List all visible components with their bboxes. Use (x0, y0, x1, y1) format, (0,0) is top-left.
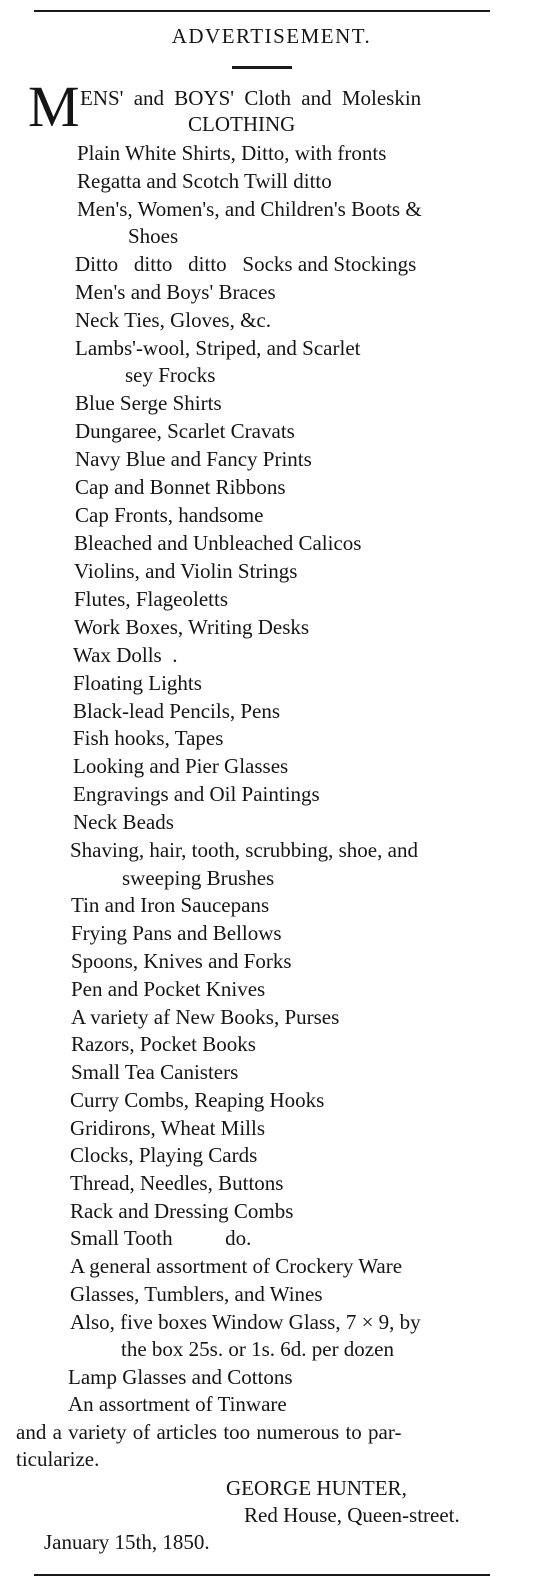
advertisement-date: January 15th, 1850. (44, 1530, 210, 1554)
item-line: Engravings and Oil Paintings (73, 782, 320, 806)
item-line: Thread, Needles, Buttons (70, 1171, 284, 1195)
item-line: Fish hooks, Tapes (73, 726, 224, 750)
item-line: Ditto ditto ditto Socks and Stockings (75, 252, 417, 276)
heading-underline (232, 66, 292, 69)
item-line: Spoons, Knives and Forks (71, 949, 292, 973)
item-line: Men's and Boys' Braces (75, 280, 276, 304)
item-line: Lamp Glasses and Cottons (68, 1365, 293, 1389)
item-line: Glasses, Tumblers, and Wines (70, 1282, 323, 1306)
item-line: Wax Dolls . (73, 643, 178, 667)
item-line: Pen and Pocket Knives (71, 977, 266, 1001)
item-line: Plain White Shirts, Ditto, with fronts (77, 141, 387, 165)
item-line: Frying Pans and Bellows (71, 921, 282, 945)
item-line: Blue Serge Shirts (75, 391, 222, 415)
item-line: Navy Blue and Fancy Prints (75, 447, 312, 471)
item-line: Violins, and Violin Strings (74, 559, 298, 583)
item-line: Neck Ties, Gloves, &c. (75, 308, 271, 332)
top-rule (34, 10, 490, 12)
item-line: Cap Fronts, handsome (75, 503, 264, 527)
title-line-1: ENS' and BOYS' Cloth and Moleskin (80, 86, 422, 110)
item-line: Floating Lights (73, 671, 202, 695)
item-line: Men's, Women's, and Children's Boots & (77, 197, 422, 221)
item-line: Neck Beads (73, 810, 174, 834)
item-line: Looking and Pier Glasses (73, 754, 289, 778)
item-line: Work Boxes, Writing Desks (74, 615, 310, 639)
item-line: Also, five boxes Window Glass, 7 × 9, by (70, 1310, 421, 1334)
item-line: Bleached and Unbleached Calicos (74, 531, 362, 555)
item-line: Black-lead Pencils, Pens (73, 699, 281, 723)
signature-address: Red House, Queen-street. (244, 1503, 460, 1527)
item-line: Curry Combs, Reaping Hooks (70, 1088, 325, 1112)
item-line: Regatta and Scotch Twill ditto (77, 169, 332, 193)
closing-line-1: and a variety of articles too numerous to par- (16, 1420, 402, 1444)
item-line: Cap and Bonnet Ribbons (75, 475, 286, 499)
drop-cap: M (28, 74, 80, 139)
item-line: Flutes, Flageoletts (74, 587, 228, 611)
item-line: the box 25s. or 1s. 6d. per dozen (121, 1337, 394, 1361)
bottom-rule (34, 1574, 490, 1576)
item-line: A general assortment of Crockery Ware (70, 1254, 403, 1278)
item-line: Shoes (128, 224, 179, 248)
item-line: sey Frocks (125, 363, 216, 387)
item-line: Razors, Pocket Books (71, 1032, 256, 1056)
signature-name: GEORGE HUNTER, (226, 1476, 407, 1500)
item-line: Tin and Iron Saucepans (71, 893, 270, 917)
item-line: Rack and Dressing Combs (70, 1199, 294, 1223)
item-line: Small Tea Canisters (71, 1060, 239, 1084)
item-line: Clocks, Playing Cards (70, 1143, 258, 1167)
item-line: Small Tooth do. (70, 1226, 252, 1250)
item-line: A variety af New Books, Purses (71, 1005, 340, 1029)
item-line: Gridirons, Wheat Mills (70, 1116, 266, 1140)
item-line: Shaving, hair, tooth, scrubbing, shoe, and (70, 838, 418, 862)
item-line: sweeping Brushes (122, 866, 275, 890)
closing-line-2: ticularize. (16, 1447, 100, 1471)
item-line: Dungaree, Scarlet Cravats (75, 419, 295, 443)
item-line: An assortment of Tinware (68, 1392, 287, 1416)
advertisement-heading: ADVERTISEMENT. (171, 24, 372, 48)
item-line: Lambs'-wool, Striped, and Scarlet (75, 336, 361, 360)
title-line-2: CLOTHING (188, 112, 296, 136)
